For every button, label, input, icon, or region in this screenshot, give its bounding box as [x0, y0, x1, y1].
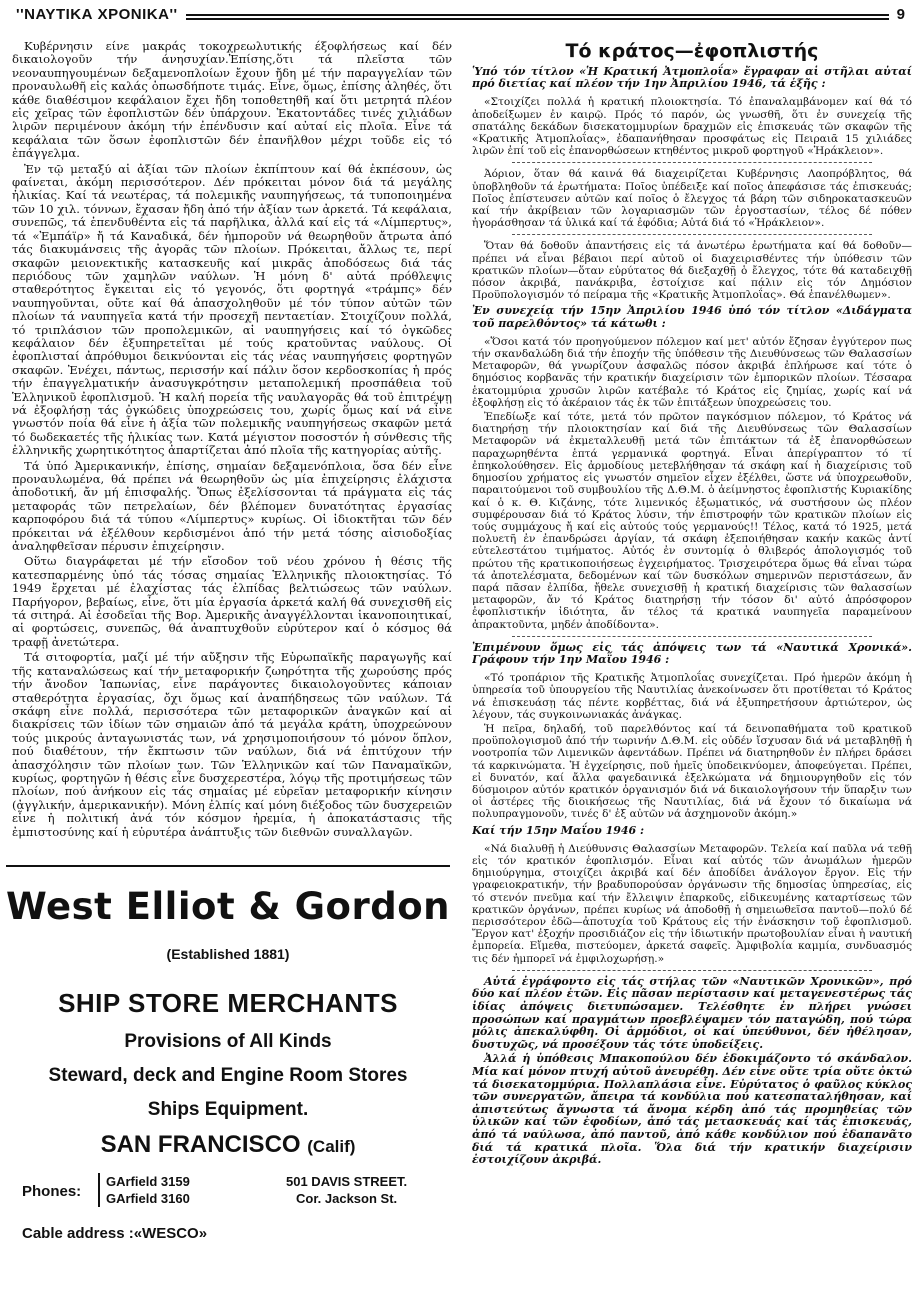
editorial-paragraph: Ἀλλά ἡ ὑπόθεσις Μπακοπούλου δέν ἐδοκιμάζοντο τό σκάνδαλον. Μία καί μόνον πτυχή αὐτοῦ ἀνευρέθη. Δέν εἶνε οὔτε τρία οὔτε ὀκτώ τά δισεκατομμύρια. Πολλαπλάσια εἶνε. Εὐρύτατος ὁ φαῦλος κύκλος τῶν συνεργατῶν, ἄπειρα τά κονδύλια πού κατεσπαταλήθησαν, καί ἀπιστεύτως ἄγνωστα τά ἄνομα κέρδη ἀπό τάς προμηθείας τῶν ὑλικῶν καί τῶν ἐφοδίων, ἀπό τάς μετασκευάς καί τάς ἐπισκευάς, ἀπό τά ναύλωσα, ἀπό παντοῦ, ἀπό κάθε κονδύλιον πού ἐδαπανᾶτο διά τά κρατικά πλοῖα. Ὅλα διά τήν κρατικήν διαχείρισιν ἐστοιχίζουν ἀκριβά.	[472, 1052, 912, 1167]
ad-established: (Established 1881)	[166, 946, 290, 962]
section-divider	[512, 162, 872, 163]
article-intro-2: Ἐν συνεχείᾳ τήν 15ην Ἀπριλίου 1946 ὑπό τόν τίτλον «Διδάγματα τοῦ παρελθόντος» τά κάτωθι :	[472, 304, 912, 330]
paragraph: Κυβέρνησιν είνε μακράς τοκοχρεωλυτικής έξοφλήσεως καί δέν δικαιολογοῦν τήν άνησυχίαν.Ἐπίσης,ὅτι τά πλεῖστα τῶν νεοναυπηγουμένων δεξαμενοπλοίων ἔχουν ἤδη μέ τήν παραγγελίαν τῶν προναυλωθῆ εἰς καλάς ὁπωσδήποτε τιμάς. Εἶνε, ὅμως, ἐπίσης ἀληθές, ὅτι κάθε διαθέσιμον κεφάλαιον ἔχει ἤδη τοποθετηθῆ καί ὅτι μετρητά πλέον εἰς χεῖρας τῶν ἐφοπλιστῶν δέν ὑπάρχουν. Ἑκατοντάδες τινές χιλιάδων λιρῶν περιμένουν ἀκόμη τήν ἐπένδυσιν καί αὐταί εἰς πλοῖα. Εἶνε τά κεφάλαια τῶν ὅσων ἐφοπλιστῶν δέν ἐπανῆλθον μέχρι τοῦδε εἰς τό ἐπάγγελμα.	[12, 40, 452, 161]
article-intro-1: Ὑπό τόν τίτλον «Ἡ Κρατική Ἀτμοπλοΐα» ἔγραφαν αἱ στῆλαι αὐταί πρό διετίας καί πλέον τήν 1ην Ἀπριλίου 1946, τά ἑξῆς :	[472, 65, 912, 91]
paragraph: Τά ὑπό Ἀμερικανικήν, ἐπίσης, σημαίαν δεξαμενόπλοια, ὅσα δέν εἶνε προναυλωμένα, θά πρέπει νά θεωρηθοῦν ὡς μία ἐπιχείρησις ἐλάχιστα ἀποδοτική, ἄν μή ἐπισφαλής. Ὅπως ἐξελίσσονται τά πράγματα εἰς τάς μεταφοράς τῶν πετρελαίων, δέν βλέπομεν δυνατότητας ἐργασίας καρποφόρου διά τά τύπου «Λίμπερτυς» κυρίως. Οἱ ἰδιοκτῆται τῶν δέν πρόκειται νά ἐξέλθουν κερδισμένοι ἀπό τήν μετά τόσης αἰσιοδοξίας ἀναληφθεῖσαν πέρυσιν ἐπιχείρησιν.	[12, 458, 452, 554]
editorial-paragraph: Αὐτά ἐγράφοντο εἰς τάς στήλας τῶν «Ναυτικῶν Χρονικῶν», πρό δύο καί πλέον ἐτῶν. Εἰς πᾶσαν περίστασιν καί μεταγενεστέρως τάς ἰδίας ἀπόψεις διετυπώσαμεν. Τελέσθητε ἐν πλήρει γνώσει προσώπων καί πραγμάτων προεβλέψαμεν τόν παταγώδη, πού τώρα μόλις ἀπεκαλύφθη. Οἱ ἁρμόδιοι, οἱ καί ὑπεύθυνοι, δέν ἠθέλησαν, δυστυχῶς, νά προσέξουν τάς τότε ὑποδείξεις.	[472, 974, 912, 1051]
ad-cable-address: Cable address :«WESCO»	[22, 1225, 208, 1242]
article-intro-4: Καί τήν 15ην Μαΐου 1946 :	[472, 823, 645, 837]
article-headline: Τό κράτος—ἐφοπλιστής	[565, 40, 819, 62]
ad-headline: SHIP STORE MERCHANTS	[58, 988, 398, 1018]
ad-address-corner: Cor. Jackson St.	[295, 1191, 398, 1206]
ad-address	[286, 1173, 407, 1207]
section-divider	[512, 234, 872, 235]
left-column-article	[12, 40, 452, 862]
quote-paragraph: «Τό τροπάριον τῆς Κρατικῆς Ἀτμοπλοΐας συνεχίζεται. Πρό ἡμερῶν ἀκόμη ἡ ὑπηρεσία τοῦ ὑπουργείου τῆς Ναυτιλίας ἀνεκοίνωσεν ὅτι προτίθεται τό Κράτος νά ἐπισκευάσῃ τάς πέντε κορβέττας, διά νά ἐξυπηρετήσουν ἀρτιώτερον, ὡς λέγουν, τάς συγκοινωνιακάς ἀνάγκας.	[472, 672, 912, 721]
ad-phone-1: GArfield 3159	[106, 1174, 190, 1189]
ad-phone-numbers	[98, 1173, 190, 1207]
section-divider	[512, 970, 872, 971]
quote-paragraph: «Στοιχίζει πολλά ἡ κρατική πλοιοκτησία. Τό ἐπαναλαμβάνομεν καί θά τό ἀποδείξωμεν ἐν καιρῷ. Πρός τό παρόν, ὡς γνωσθῆ, ὅτι ἐν συνεχείᾳ τῆς σπατάλης δεκάδων δισεκατομμυρίων δραχμῶν εἰς ἐπισκευάς τῶν σκαφῶν τῆς «Κρατικῆς Ἀτμοπλοΐας», ἐδαπανήθησαν προσφάτως εἰς Πειραιᾶ 15 χιλιάδες λιρῶν ἐπί τοῦ εἰς ἐπανορθώσεων κτηθέντος μικροῦ φορτηγοῦ «Ἡράκλειον».	[472, 96, 912, 158]
ad-firm-name: West Elliot & Gordon	[6, 885, 450, 928]
ad-line-stores: Steward, deck and Engine Room Stores	[48, 1065, 408, 1086]
quote-paragraph: «Νά διαλυθῇ ἡ Διεύθυνσις Θαλασσίων Μεταφορῶν. Τελεία καί παῦλα νά τεθῇ εἰς τόν κρατικόν ἐφοπλισμόν. Εἶναι καί αὐτός τῶν ἀνωμάλων ἡμερῶν δημιούργημα, στοιχίζει ἀκριβά καί δέν ἀποδίδει ἀνάλογον ἔργον. Εἰς τήν γραφειοκρατικήν, τήν βραδυπορούσαν ὀργάνωσιν τῆς δημοσίας ὑπηρεσίας, εἰς τό στενόν πνεῦμα καί τήν ἔλλειψιν ἐπαρκοῦς, εἰδικευμένης καταρτίσεως τῶν κρατικῶν ὀργάνων, πρέπει κυρίως νά ἀποδοθῇ ἡ σημειωθεῖσα παντοῦ—πολύ δέ περισσότερον ἐδῶ—ἀποτυχία τοῦ Κράτους εἰς τήν ἐνάσκησιν τοῦ ἐφοπλισμοῦ. Ἔργον κατ' ἐξοχήν προσιδιάζον εἰς τήν ἰδιωτικήν πρωτοβουλίαν εἶναι ἡ ναυτική ἐμπορεία. Εἴμεθα, πιστεύομεν, ἀρκετά σαφεῖς. Ἀμφιβολία καμμία, συνδυασμός τις δέν ἠμπορεῖ νά ἐμφιλοχωρήσῃ.»	[472, 842, 912, 965]
article-intro-3: Ἐπιμένουν ὅμως εἰς τάς ἀπόψεις των τά «Ναυτικά Χρονικά». Γράφουν τήν 1ην Μαΐου 1946 :	[472, 640, 912, 666]
paragraph: Ἐν τῷ μεταξύ αἱ ἀξίαι τῶν πλοίων ἐκπίπτουν καί θά ἐκπέσουν, ὡς φαίνεται, ἀκόμη περισσότερον. Δέν πρόκειται μόνον διά τά μεγάλης ἡλικίας. Καί τά νεωτέρας, τά πολεμικῆς ναυπηγήσεως, τά τυποποιημένα τῶν 10 χιλ. τόννων, ἔχασαν ἤδη ἀπό τήν ἀξίαν των ἀρκετά. Τά κεφάλαια, συνεπῶς, τά ἐπενδυθέντα εἰς τά παρῆλικα, ἀλλά καί εἰς τά «Λίμπερτυς», τά «Ἐμπάϊρ» ἤ τά Καναδικά, δέν ἠμποροῦν νά θεωρηθοῦν ἄτρωτα ἀπό τάς διακυμάνσεις τῆς ἀγορᾶς τῶν πλοίων. Πρόκειται, ἄλλως τε, περί σκαφῶν μειονεκτικῆς κατασκευῆς καί μικρᾶς ἀποδόσεως διά τάς περιόδους τῶν χαμηλῶν ναύλων. Ἡ μόνη δ' αὐτά πρόθλεψις σταθερότητος ἔγκειται εἰς τό γεγονός, ὅτι φορτηγά «τράμπς» δέν ναυπηγοῦνται, οὔτε καί θά ἀπασχοληθοῦν μέ τόν τύπον αὐτῶν τῶν πλοίων τά ναυπηγεῖα κατά τήν προσεχῆ πενταετίαν. Στοιχίζουν πολλά, τό τριπλάσιον τῶν προπολεμικῶν, αἱ ναυπηγήσεις καί τό ὀγκῶδες κεφάλαιον δέν ἐξυπηρετεῖται μέ τούς κρατοῦντας ναύλους. Οἱ ἐφοπλισταί ἀπρόθυμοι δεικνύονται εἰς τάς νέας ναυπηγήσεις φορτηγῶν σκαφῶν. Ἐνέχει, πάντως, περισσήν καί πάλιν ὅσον κερδοσκοπίας ἡ πρός τήν ἐπαγγελματικήν ἀνασυγκρότησιν μεταπολεμική προσπάθεια τοῦ Ἑλληνικοῦ ἐφοπλισμοῦ. Ἡ καλή πορεία τῆς ναυλαγορᾶς θά τοῦ ἐπιτρέψῃ νά ἐξοφλήσῃ τάς ὀγκώδεις ὑποχρεώσεις του, χωρίς ὅμως καί νά εἶνε γνωστόν ποία θά εἶνε ἡ ἀξία τῶν πολεμικῆς ναυπηγήσεως σκαφῶν μετά τό δωδεκαετές τῆς ἡλικίας των. Κατά μέγιστον ποσοστόν ἡ σύνθεσις τῆς ἑλληνικῆς χωρητικότητος ἀπαρτίζεται ἀπό πλοῖα τῆς κατηγορίας αὐτῆς.	[12, 161, 452, 458]
ad-phone-2: GArfield 3160	[106, 1191, 190, 1206]
quote-paragraph: Ἡ πεῖρα, δηλαδή, τοῦ παρελθόντος καί τά δεινοπαθήματα τοῦ κρατικοῦ προϋπολογισμοῦ ἀπό τήν τωρινήν Δ.Θ.Μ. εἰς οὐδέν ἴσχυσαν διά νά μεταβληθῇ ἡ νοοτροπία τῶν Λιμενικῶν ἀφεντάδων. Πρέπει νά διατηρηθοῦν ἐν πλήρει δράσει τά καρκινώματα. Ἡ ἐγχείρησις, ποῦ ἡμεῖς ὑποδεικνύομεν, ἀποφεύγεται. Πρέπει, εἰ δυνατόν, καί ἄλλα φαγεδαινικά ἐξελκώματα νά δημιουργηθοῦν εἰς τόν δύσμοιρον αὐτόν κρατικόν ὀργανισμόν διά νά δικαιολογήσουν τήν ὕπαρξιν των οἱ ἀστέρες τῆς διοικήσεως τῆς Ναυτιλίας, διά νά ἔχουν τό δικαίωμα νά πολυπραγμονοῦν, τινές δ' ἐξ αὐτῶν νά ἀσχημονοῦν ἀκόμη.»	[472, 722, 912, 821]
ad-phones-label: Phones:	[22, 1183, 82, 1200]
advertisement-west-elliot-gordon	[6, 865, 450, 1279]
page-header	[16, 4, 905, 30]
ad-state: (Calif)	[307, 1137, 356, 1156]
ad-city	[6, 1131, 450, 1159]
ad-line-equipment: Ships Equipment.	[147, 1099, 309, 1120]
page-number: 9	[889, 6, 905, 23]
ad-address-street: 501 DAVIS STREET.	[286, 1174, 408, 1189]
section-divider	[512, 636, 872, 637]
ad-line-provisions: Provisions of All Kinds	[124, 1031, 332, 1052]
ad-contact-block	[6, 1173, 450, 1213]
quote-paragraph: Ἀόριον, ὅταν θά καινά θά διαχειρίζεται Κυβέρνησις Λαοπρόβλητος, θά ὑποβληθοῦν τά ἐρωτήματα: Ποῖος ὑπέδειξε καί ποῖος ἀπεφάσισε τάς ἐπισκευάς; Ποῖος ἐπίστευσεν αὐτῶν καί ποῖος ὁ ἔλεγχος τά βάρη τῶν σιδηροκατασκευῶν καί τήν ἀκρίβειαν τῶν λογαριασμῶν τῶν ἐργοστασίων, τέλος δέ πόθεν ἠγοράσθησαν τά ὑλικά καί τά ἐφόδια; Αὐτά διά τό «Ἡράκλειον».	[472, 168, 912, 230]
ad-city-name: SAN FRANCISCO	[100, 1131, 301, 1158]
publication-title: ''ΝΑΥΤΙΚΑ ΧΡΟΝΙΚΑ''	[16, 6, 186, 23]
paragraph: Τά σιτοφορτία, μαζί μέ τήν αὔξησιν τῆς Εὐρωπαϊκῆς παραγωγῆς καί τῆς καταναλώσεως καί τήν μεταφορικήν ζωηρότητα τῆς χωρούσης πρός τήν ἄνοδον Ἰαπωνίας, εἶνε παράγοντες δικαιολογοῦντες κάποιαν σταθερότητα ἐργασίας, ὄχι ὅμως καί ἀναπήδησεως τῶν ναύλων. Τά σκάφη εἶνε πολλά, περισσότερα τῶν μεταφορικῶν ἀναγκῶν καί αἱ διακρίσεις τῶν ἰδίων τῶν σημαιῶν ἀπό τά μεγάλα κράτη, ὑποχρεώνουν τούς μικρούς ἀνταγωνιστάς των, νά χρησιμοποιήσουν τό μόνον ὅπλον, πού διαθέτουν, τήν ἔκπτωσιν τῶν ναύλων, διά νά ἐπιτύχουν τήν ἀπασχόλησιν τῶν πλοίων των. Τῶν Ἑλληνικῶν καί τῶν Παναμαϊκῶν, κυρίως, φορτηγῶν ἡ θέσις εἶνε δυσχερεστέρα, λόγῳ τῆς προτιμήσεως τῶν πλοίων, πού ἀνήκουν εἰς τάς σημαίας μέ εὐρεῖαν μεταφορικήν κίνησιν (ἀγγλικήν, ἀμερικανικήν). Μόνη ἐλπίς καί μόνη διέξοδος τῶν δυσχερειῶν εἶνε ἡ πολιτική ἀνά τόν κόσμον ἠρεμία, ἡ ἀποκατάστασις τῆς ἐμπιστοσύνης καί ἡ εὐρυτέρα ἀνάπτυξις τῶν διεθνῶν συναλλαγῶν.	[12, 650, 452, 839]
quote-paragraph: Ἐπεδίωξε καί τότε, μετά τόν πρῶτον παγκόσμιον πόλεμον, τό Κράτος νά διατηρήσῃ τήν πλοιοκτησίαν καί διά τῆς Διευθύνσεως τῶν Θαλασσίων Μεταφορῶν νά ἐκμεταλλευθῇ μετά τῶν ἐπιτάκτων τά ἐξ ἐπανορθώσεων παραχωρηθέντα ἑπτά γερμανικά φορτηγά. Εἶναι ἀπερίγραπτον τό τί ἐπηκολούθησεν. Εἰς ἀρμοδίους μετεβλήθησαν τά σκάφη καί ἡ διαχείρισις τοῦ δημοσίου χρήματος εἰς γνωστόν σημεῖον εἶχεν ἐξέλθει, ὥστε νά ὑποχρεωθοῦν, παραιτούμενοι τοῦ συμβουλίου τῆς Δ.Θ.Μ. ὁ ἀείμνηστος ἐφοπλιστής Κυριακίδης καί ὁ κ. Θ. Κιζάνης, τότε λιμενικός ἐξωματικός, νά συστήσουν ὡς πλέον συμφέρουσαν διά τό Κράτος λύσιν, τήν ἐπιστροφήν τῶν κρατικῶν πλοίων εἰς τούς συμμάχους ἤ καί εἰς αὐτούς τούς γερμανούς!! Τέλος, κατά τό 1925, μετά πολυετῆ ἐν ἐπανδρώσει ἀργίαν, τά σκάφη ἐξεποιήθησαν κακήν κακῶς ἀντί εὐτελεστάτου τιμήματος. Αὐτός ἐν συντομίᾳ ὁ θλιβερός ἀπολογισμός τοῦ πρώτου τῆς κρατικοποιήσεως ἐγχειρήματος. Τρισχειρότερα ὅμως θά εἶναι τώρα τά ἀποτελέσματα, δεδομένων καί τῶν δυσκόλων σημερινῶν περιστάσεων, ἄν παρά πᾶσαν ἐλπίδα, ἤθελε συνεχισθῇ ἡ κρατική διαχείρισις τῶν θαλασσίων μεταφορῶν, ἄν τό Κράτος διατηρήσῃ τήν τόσον δι' αὐτό ἀπρόσφορον ἐφοπλιστικήν ἰδιότητα, ἄν τέλος τά κρατικά ναυπηγεῖα παραμείνουν ἀπρακτοῦντα, μηδέν ἀποδίδοντα».	[472, 411, 912, 631]
paragraph: Οὕτω διαγράφεται μέ τήν εἴσοδον τοῦ νέου χρόνου ἡ θέσις τῆς κατεσπαρμένης ὑπό τάς τόσας σημαίας Ἑλληνικῆς πλοιοκτησίας. Τό 1949 ἔρχεται μέ ἐλαχίστας τάς ἐλπίδας βελτιώσεως τῶν ναύλων. Παρήγορον, βεβαίως, εἶνε, ὅτι μία ἐργασία ἀρκετά καλή θά συνεχισθῆ εἰς τά σιτηρά. Αἱ ἐσοδεῖαι τῆς Βορ. Ἀμερικῆς ἀναγγέλλονται ἱκανοποιητικαί, αἱ φορτώσεις, συνεπῶς, θά ἀναπτυχθοῦν εὐρύτερον καί ὁ κόσμος θά τραφῇ ἀνετώτερα.	[12, 554, 452, 649]
quote-paragraph: Ὅταν θά δοθοῦν ἀπαντήσεις εἰς τά ἀνωτέρω ἐρωτήματα καί θά δοθοῦν—πρέπει νά εἶναι βέβαιοι περί αὐτοῦ οἱ διαχειρισθέντες τήν ὑπόθεσιν τῶν κρατικῶν πλοίων—ὅταν εὐρύτατος θά διεξαχθῇ ὁ ἔλεγχος, τότε θά καταδειχθῇ πόσον ἀκριβά, πανάκριβα, ἐστοίχισε καί πάλιν εἰς τόν Δημόσιον Προϋπολογισμόν τό πείραμα τῆς «Κρατικῆς Ἀτμοπλοΐας». Θά ἐπανέλθωμεν».	[472, 240, 912, 302]
quote-paragraph: «Ὅσοι κατά τόν προηγούμενον πόλεμον καί μετ' αὐτόν ἔζησαν ἐγγύτερον πως τήν σκανδαλώδη διά τήν ἐποχήν τῆς ὑπόθεσιν τῆς Διευθύνσεως τῶν Θαλασσίων Μεταφορῶν, θά γνωρίζουν ἀσφαλῶς πόσον ἀκριβά ἐπλήρωσε καί τότε ὁ δημόσιος κορβανᾶς τήν κρατικήν διαχείρισιν τῶν ἐμπορικῶν πλοίων. Τέσσαρα ἑκατομμύρια χρυσῶν λιρῶν κατέβαλε τό Κράτος εἰς ζημίας, χωρίς καί νά ἐξοφλήσῃ εἰς τό ἀκέραιον τάς ἐκ τῶν ἐπιτάξεων ὑποχρεώσεις του.	[472, 335, 912, 409]
right-column-article	[472, 40, 912, 1280]
